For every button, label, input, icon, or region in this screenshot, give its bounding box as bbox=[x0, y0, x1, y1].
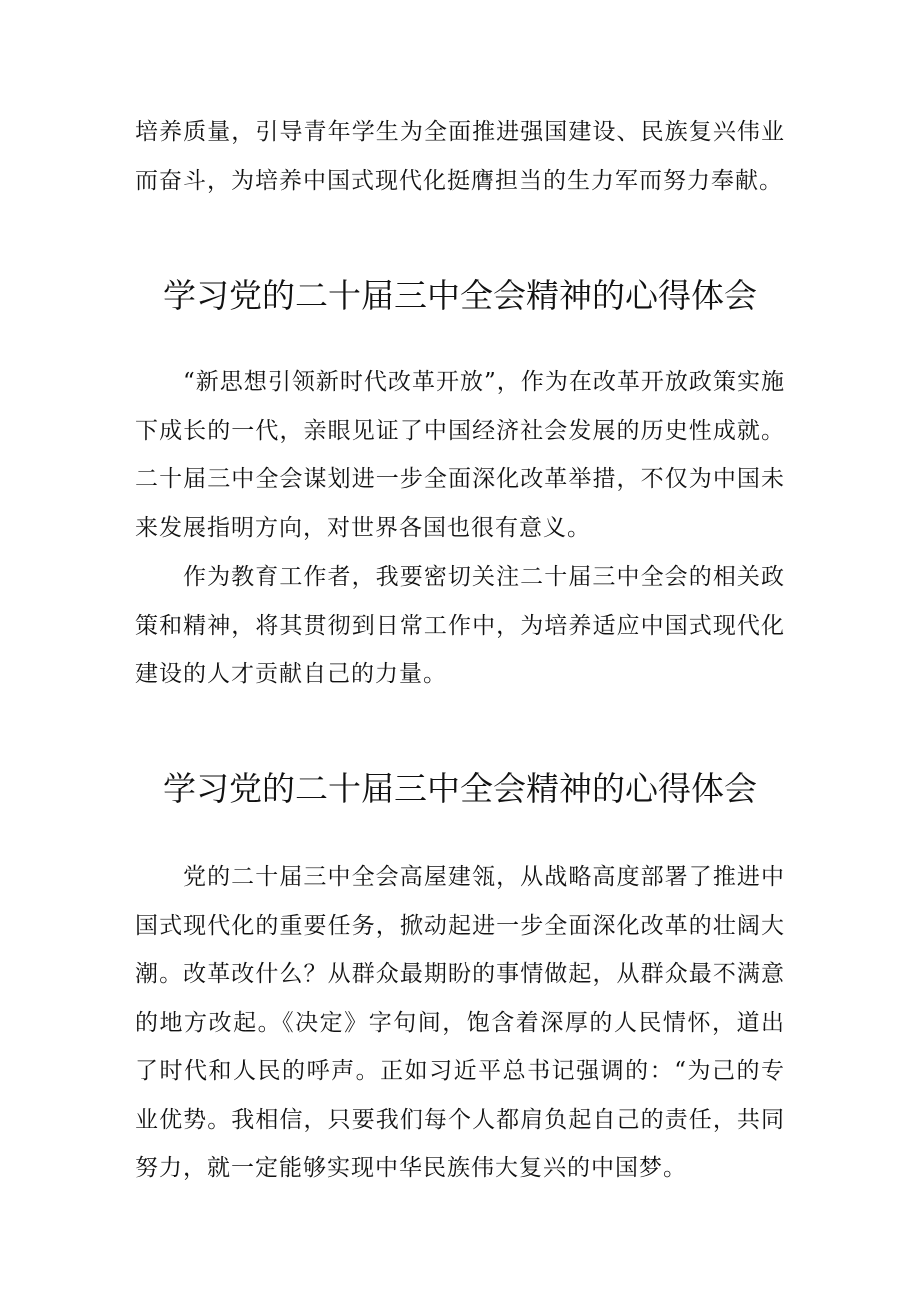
section-title-2: 学习党的二十届三中全会精神的心得体会 bbox=[163, 769, 757, 808]
section-title-1: 学习党的二十届三中全会精神的心得体会 bbox=[163, 276, 757, 315]
paragraph-continuation: 培养质量，引导青年学生为全面推进强国建设、民族复兴伟业而奋斗，为培养中国式现代化挺膺担当的生力军而努力奉献。 bbox=[135, 119, 785, 194]
section-1-paragraph-2: 作为教育工作者，我要密切关注二十届三中全会的相关政策和精神，将其贯彻到日常工作中，为培养适应中国式现代化建设的人才贡献自己的力量。 bbox=[135, 564, 785, 687]
section-2-paragraph-1: 党的二十届三中全会高屋建瓴，从战略高度部署了推进中国式现代化的重要任务，掀动起进一步全面深化改革的壮阔大潮。改革改什么？从群众最期盼的事情做起，从群众最不满意的地方改起。《决定》字句间，饱含着深厚的人民情怀，道出了时代和人民的呼声。正如习近平总书记强调的：“为己的专业优势。我相信，只要我们每个人都肩负起自己的责任，共同努力，就一定能够实现中华民族伟大复兴的中国梦。 bbox=[135, 864, 785, 1181]
section-1-paragraph-1: “新思想引领新时代改革开放”，作为在改革开放政策实施下成长的一代，亲眼见证了中国经济社会发展的历史性成就。二十届三中全会谋划进一步全面深化改革举措，不仅为中国未来发展指明方向，对世界各国也很有意义。 bbox=[135, 369, 785, 541]
